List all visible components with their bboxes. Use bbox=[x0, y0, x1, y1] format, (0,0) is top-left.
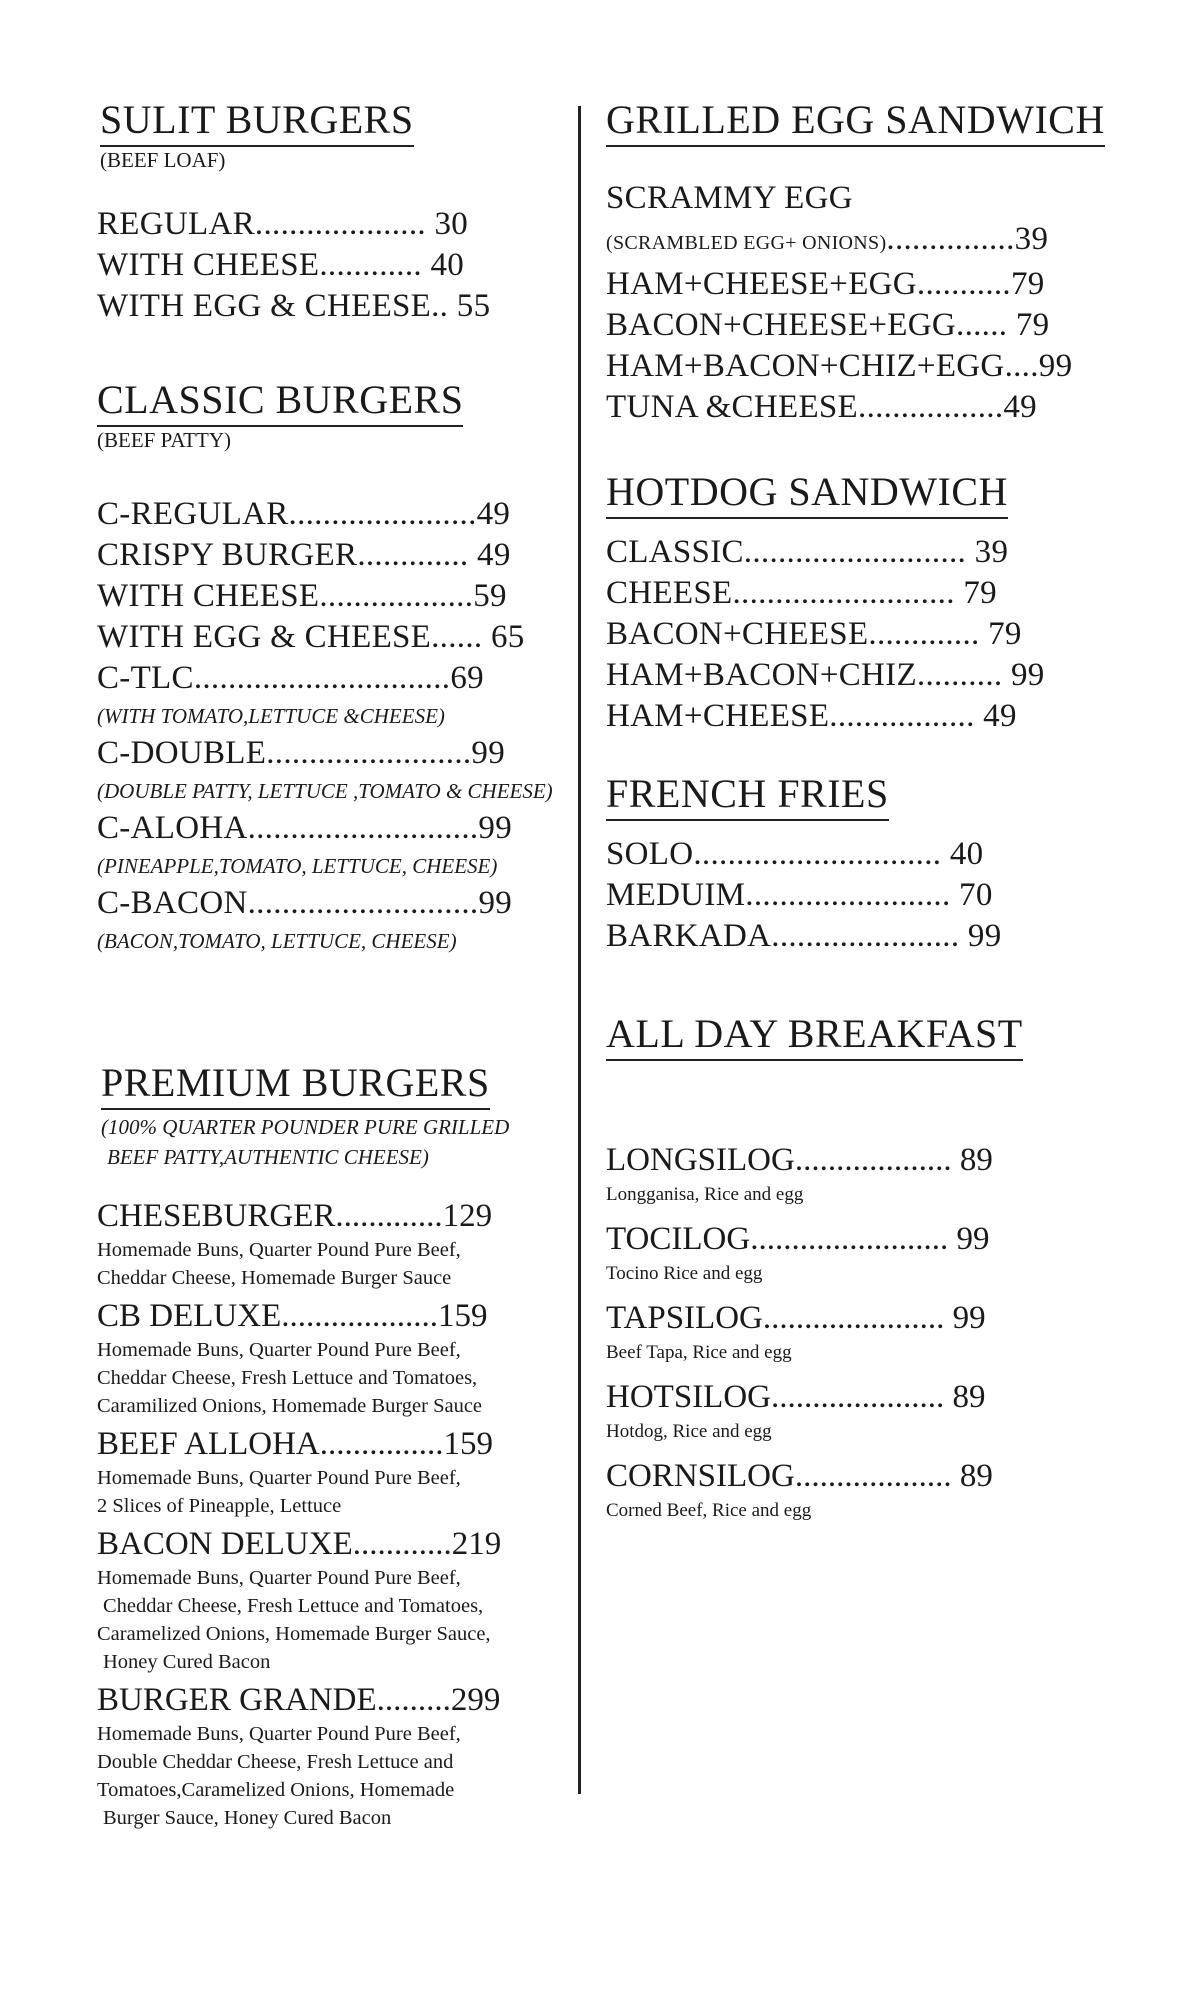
premium-item bbox=[97, 1296, 577, 1420]
premium-item bbox=[97, 1196, 577, 1292]
menu-item-name: BEEF ALLOHA...............159 bbox=[97, 1426, 493, 1462]
menu-item: BACON+CHEESE............. 79 bbox=[606, 616, 1022, 652]
section-subtitle: (BEEF PATTY) bbox=[97, 428, 231, 452]
menu-item: BACON+CHEESE+EGG...... 79 bbox=[606, 307, 1050, 343]
menu-item: WITH EGG & CHEESE...... 65 bbox=[97, 619, 525, 655]
menu-item: TUNA &CHEESE.................49 bbox=[606, 389, 1037, 425]
menu-item-name: TOCILOG........................ 99 bbox=[606, 1221, 990, 1257]
section-classic-burgers bbox=[97, 378, 567, 453]
breakfast-item bbox=[606, 1456, 1126, 1525]
section-title: GRILLED EGG SANDWICH bbox=[606, 98, 1105, 147]
menu-item: HAM+CHEESE................. 49 bbox=[606, 698, 1017, 734]
item-note: (BACON,TOMATO, LETTUCE, CHEESE) bbox=[97, 929, 457, 953]
section-french-fries bbox=[606, 772, 1126, 821]
menu-item: SOLO............................. 40 bbox=[606, 836, 984, 872]
item-description: Caramilized Onions, Homemade Burger Sauce bbox=[97, 1395, 483, 1417]
item-description: Cheddar Cheese, Fresh Lettuce and Tomatoes, bbox=[103, 1595, 484, 1617]
egg-items bbox=[606, 178, 1126, 428]
menu-item: C-REGULAR......................49 bbox=[97, 496, 511, 532]
item-description: Longganisa, Rice and egg bbox=[606, 1184, 804, 1205]
section-grilled-egg-sandwich bbox=[606, 98, 1126, 147]
classic-items bbox=[97, 494, 577, 958]
item-description: Homemade Buns, Quarter Pound Pure Beef, bbox=[97, 1339, 461, 1361]
section-subtitle: (100% QUARTER POUNDER PURE GRILLED bbox=[101, 1115, 510, 1139]
item-detail: (SCRAMBLED EGG+ ONIONS) bbox=[606, 232, 887, 254]
breakfast-items bbox=[606, 1140, 1126, 1535]
item-description: Homemade Buns, Quarter Pound Pure Beef, bbox=[97, 1723, 461, 1745]
menu-item: C-DOUBLE........................99 bbox=[97, 735, 506, 771]
menu-item: C-BACON...........................99 bbox=[97, 885, 513, 921]
item-description: Hotdog, Rice and egg bbox=[606, 1421, 772, 1442]
menu-item: WITH CHEESE..................59 bbox=[97, 578, 507, 614]
section-title: ALL DAY BREAKFAST bbox=[606, 1012, 1023, 1061]
menu-item: HAM+BACON+CHIZ.......... 99 bbox=[606, 657, 1045, 693]
item-note: (DOUBLE PATTY, LETTUCE ,TOMATO & CHEESE) bbox=[97, 779, 553, 803]
premium-item bbox=[97, 1524, 577, 1676]
menu-item-name: CORNSILOG................... 89 bbox=[606, 1458, 993, 1494]
column-divider bbox=[578, 106, 581, 1794]
breakfast-item bbox=[606, 1298, 1126, 1367]
menu-item: HAM+BACON+CHIZ+EGG....99 bbox=[606, 348, 1073, 384]
item-description: Beef Tapa, Rice and egg bbox=[606, 1342, 792, 1363]
item-price: ...............39 bbox=[886, 221, 1049, 257]
menu-item: WITH EGG & CHEESE.. 55 bbox=[97, 288, 491, 324]
section-all-day-breakfast bbox=[606, 1012, 1126, 1061]
breakfast-item bbox=[606, 1140, 1126, 1209]
item-description: Tomatoes,Caramelized Onions, Homemade bbox=[97, 1779, 455, 1801]
item-description: Tocino Rice and egg bbox=[606, 1263, 763, 1284]
menu-item: C-ALOHA...........................99 bbox=[97, 810, 513, 846]
breakfast-item bbox=[606, 1377, 1126, 1446]
section-title: FRENCH FRIES bbox=[606, 772, 889, 821]
menu-item: MEDUIM........................ 70 bbox=[606, 877, 993, 913]
breakfast-item bbox=[606, 1219, 1126, 1288]
menu-item: CHEESE.......................... 79 bbox=[606, 575, 997, 611]
menu-item-name: TAPSILOG...................... 99 bbox=[606, 1300, 986, 1336]
premium-items bbox=[97, 1196, 577, 1832]
item-note: (WITH TOMATO,LETTUCE &CHEESE) bbox=[97, 704, 445, 728]
section-title: PREMIUM BURGERS bbox=[101, 1061, 490, 1110]
item-note: (PINEAPPLE,TOMATO, LETTUCE, CHEESE) bbox=[97, 854, 498, 878]
section-premium-burgers bbox=[101, 1061, 571, 1172]
sulit-items bbox=[97, 204, 577, 327]
menu-item-name: BURGER GRANDE.........299 bbox=[97, 1682, 501, 1718]
fries-items bbox=[606, 834, 1126, 957]
premium-item bbox=[97, 1424, 577, 1520]
premium-item bbox=[97, 1680, 577, 1832]
menu-item-with-detail bbox=[606, 219, 1126, 264]
menu-item: REGULAR.................... 30 bbox=[97, 206, 469, 242]
menu-item: SCRAMMY EGG bbox=[606, 180, 853, 216]
menu-item-name: LONGSILOG................... 89 bbox=[606, 1142, 993, 1178]
section-sulit-burgers bbox=[100, 98, 570, 173]
section-subtitle: BEEF PATTY,AUTHENTIC CHEESE) bbox=[107, 1145, 429, 1169]
section-title: HOTDOG SANDWICH bbox=[606, 470, 1008, 519]
menu-item: C-TLC..............................69 bbox=[97, 660, 484, 696]
menu-item: WITH CHEESE............ 40 bbox=[97, 247, 465, 283]
hotdog-items bbox=[606, 532, 1126, 737]
item-description: Double Cheddar Cheese, Fresh Lettuce and bbox=[97, 1751, 454, 1773]
item-description: Homemade Buns, Quarter Pound Pure Beef, bbox=[97, 1467, 461, 1489]
menu-item: HAM+CHEESE+EGG...........79 bbox=[606, 266, 1045, 302]
menu-item-name: HOTSILOG..................... 89 bbox=[606, 1379, 986, 1415]
item-description: Cheddar Cheese, Fresh Lettuce and Tomatoes, bbox=[97, 1367, 478, 1389]
menu-item-name: CHESEBURGER.............129 bbox=[97, 1198, 493, 1234]
menu-item: CLASSIC.......................... 39 bbox=[606, 534, 1009, 570]
menu-item-name: BACON DELUXE............219 bbox=[97, 1526, 502, 1562]
item-description: Cheddar Cheese, Homemade Burger Sauce bbox=[97, 1267, 452, 1289]
section-subtitle: (BEEF LOAF) bbox=[100, 148, 226, 172]
section-title: SULIT BURGERS bbox=[100, 98, 414, 147]
menu-item: BARKADA...................... 99 bbox=[606, 918, 1002, 954]
item-description: Homemade Buns, Quarter Pound Pure Beef, bbox=[97, 1567, 461, 1589]
section-hotdog-sandwich bbox=[606, 470, 1126, 519]
item-description: Homemade Buns, Quarter Pound Pure Beef, bbox=[97, 1239, 461, 1261]
item-description: Honey Cured Bacon bbox=[103, 1651, 271, 1673]
item-description: Caramelized Onions, Homemade Burger Sauce, bbox=[97, 1623, 491, 1645]
menu-item: CRISPY BURGER............. 49 bbox=[97, 537, 511, 573]
item-description: Burger Sauce, Honey Cured Bacon bbox=[103, 1807, 392, 1829]
menu-item-name: CB DELUXE...................159 bbox=[97, 1298, 488, 1334]
item-description: 2 Slices of Pineapple, Lettuce bbox=[97, 1495, 342, 1517]
item-description: Corned Beef, Rice and egg bbox=[606, 1500, 812, 1521]
section-title: CLASSIC BURGERS bbox=[97, 378, 463, 427]
